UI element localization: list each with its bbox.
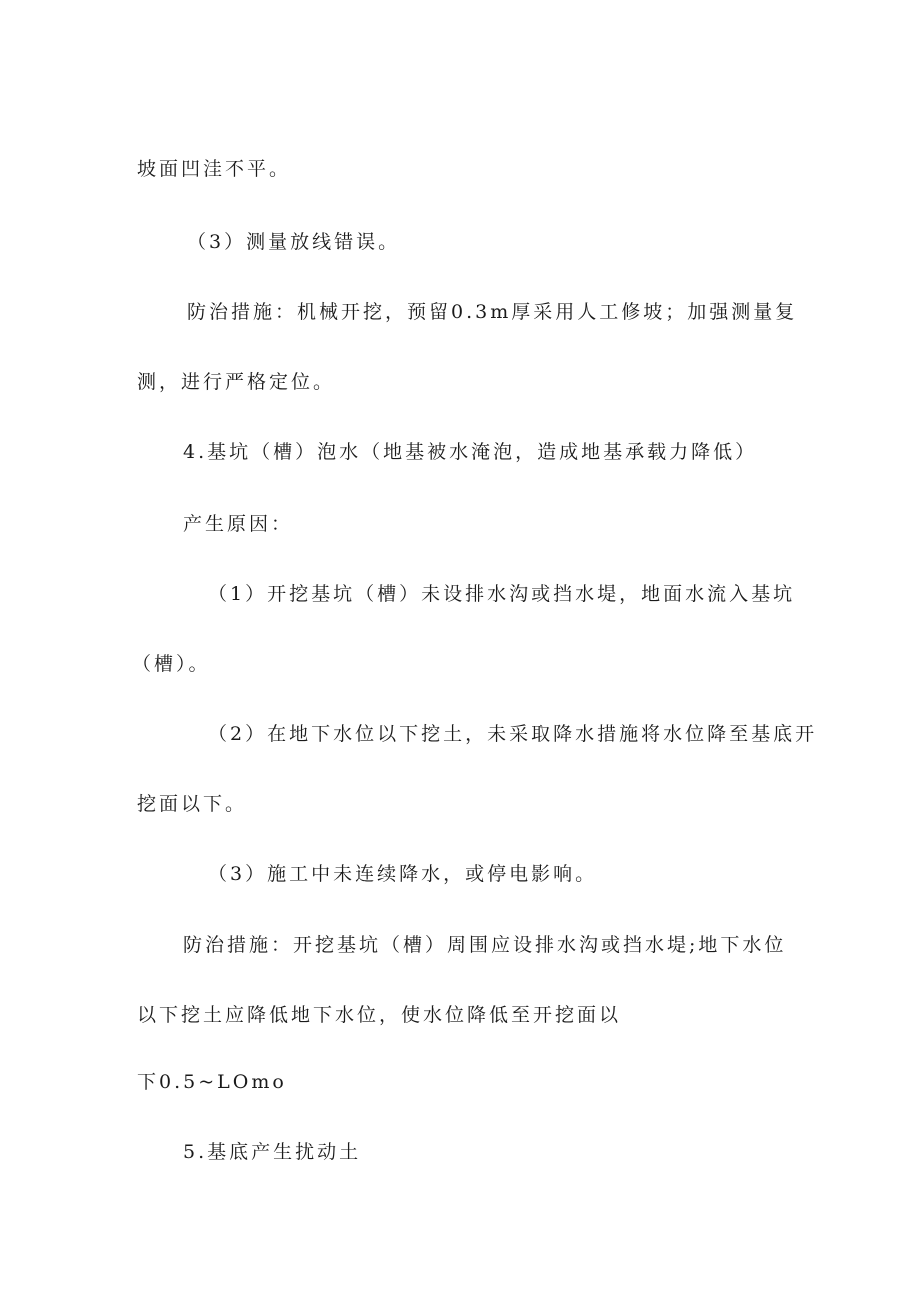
- text-line-10: 挖面以下。: [137, 793, 248, 815]
- text-line-14: 下0.5~LOmo: [137, 1071, 287, 1093]
- text-line-11: （3）施工中未连续降水，或停电影响。: [208, 863, 598, 885]
- text-line-12: 防治措施：开挖基坑（槽）周围应设排水沟或挡水堤;地下水位: [183, 934, 787, 956]
- text-line-13: 以下挖土应降低地下水位，使水位降低至开挖面以: [137, 1004, 622, 1026]
- text-line-2: （3）测量放线错误。: [187, 231, 401, 253]
- text-line-6: 产生原因：: [183, 513, 294, 535]
- text-line-3: 防治措施：机械开挖，预留0.3m厚采用人工修坡；加强测量复: [187, 301, 798, 323]
- text-line-8: （槽）。: [132, 653, 211, 675]
- text-line-1: 坡面凹洼不平。: [137, 158, 292, 180]
- text-line-4: 测，进行严格定位。: [137, 371, 336, 393]
- section-heading-4: 4.基坑（槽）泡水（地基被水淹泡，造成地基承载力降低）: [183, 441, 758, 463]
- text-line-9: （2）在地下水位以下挖土，未采取降水措施将水位降至基底开: [208, 723, 818, 745]
- section-heading-5: 5.基底产生扰动土: [183, 1141, 362, 1163]
- text-line-7: （1）开挖基坑（槽）未设排水沟或挡水堤，地面水流入基坑: [208, 583, 796, 605]
